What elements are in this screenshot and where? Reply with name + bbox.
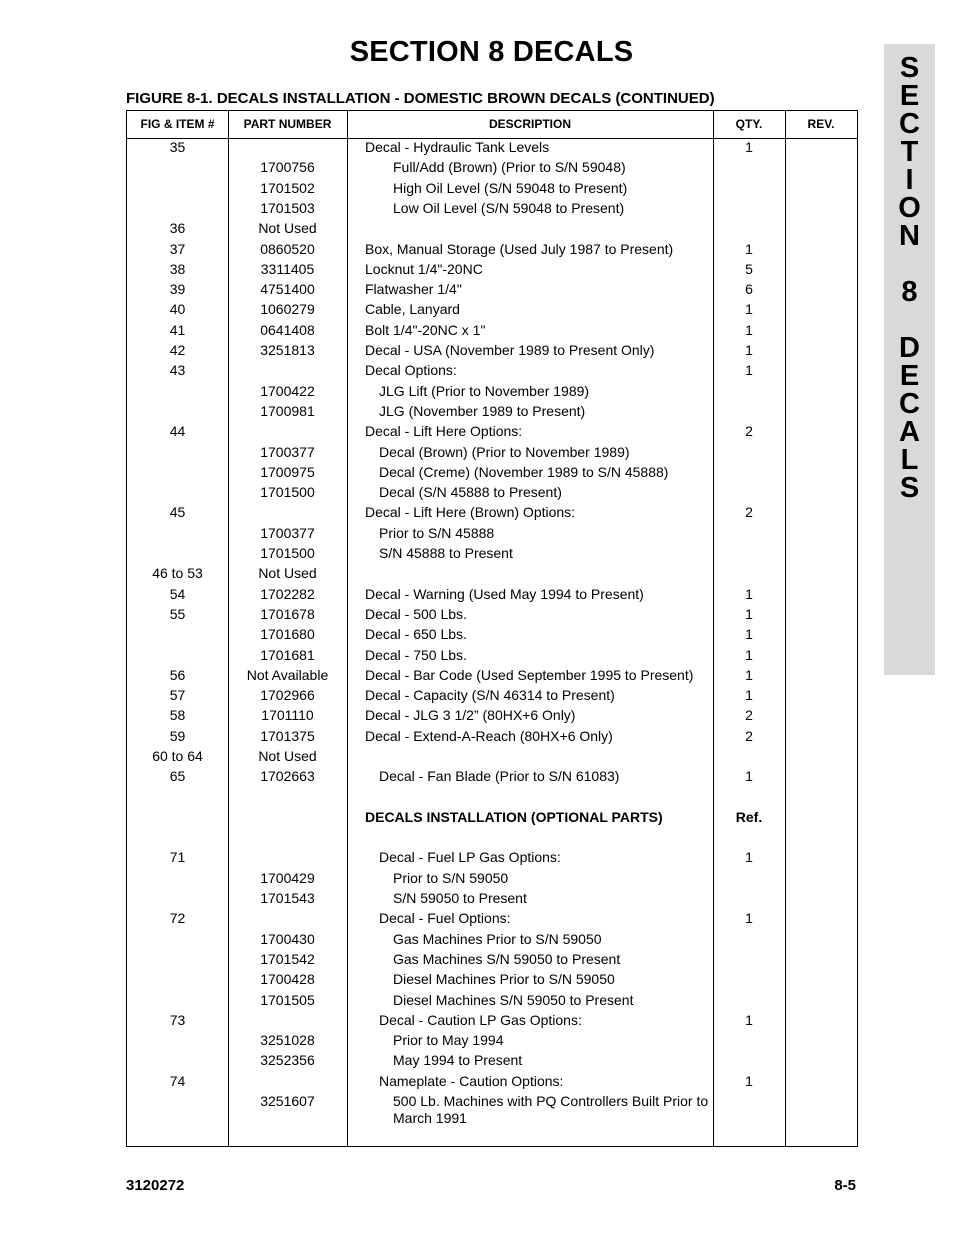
qty-cell: 1: [745, 241, 753, 257]
description-cell: Bolt 1/4"-20NC x 1": [365, 322, 486, 338]
table-row: [127, 809, 857, 827]
qty-cell: 1: [745, 910, 753, 926]
part-number-cell: Not Used: [258, 565, 317, 581]
tab-letter: N: [899, 220, 920, 252]
table-row: [127, 910, 857, 928]
doc-number: 3120272: [126, 1177, 185, 1194]
header-qty: QTY.: [735, 117, 763, 131]
fig-item-cell: 73: [169, 1012, 186, 1028]
table-row: [127, 1032, 857, 1050]
description-cell: Decal - Lift Here (Brown) Options:: [365, 504, 576, 520]
fig-item-cell: 54: [169, 586, 186, 602]
description-cell: S/N 45888 to Present: [379, 545, 513, 561]
fig-item-cell: 45: [169, 504, 186, 520]
table-row: [127, 241, 857, 259]
table-row: [127, 403, 857, 421]
qty-cell: 2: [745, 728, 753, 744]
description-cell: Prior to S/N 59050: [393, 870, 509, 886]
part-number-cell: 1701543: [260, 890, 315, 906]
tab-letter: D: [899, 332, 920, 364]
qty-cell: 1: [745, 139, 753, 155]
table-row: [127, 139, 857, 157]
part-number-cell: 1702663: [260, 768, 315, 784]
qty-cell: 2: [745, 423, 753, 439]
table-row: [127, 849, 857, 867]
tab-letter: E: [899, 360, 920, 392]
description-cell: Box, Manual Storage (Used July 1987 to Present): [365, 241, 674, 257]
table-row: [127, 545, 857, 563]
part-number-cell: 1701542: [260, 951, 315, 967]
table-row: [127, 342, 857, 360]
qty-cell: 1: [745, 626, 753, 642]
part-number-cell: 1060279: [260, 301, 315, 317]
description-cell: Decal - USA (November 1989 to Present Only): [365, 342, 655, 358]
tab-letter: T: [900, 136, 919, 168]
table-row: [127, 1093, 857, 1126]
table-row: [127, 180, 857, 198]
part-number-cell: 3252356: [260, 1052, 315, 1068]
table-row: [127, 870, 857, 888]
part-number-cell: 1700430: [260, 931, 315, 947]
description-cell: JLG (November 1989 to Present): [379, 403, 586, 419]
table-row: [127, 464, 857, 482]
description-cell: Decal - Capacity (S/N 46314 to Present): [365, 687, 615, 703]
part-number-cell: Not Used: [258, 748, 317, 764]
qty-cell: 1: [745, 667, 753, 683]
part-number-cell: 1700756: [260, 159, 315, 175]
fig-item-cell: 60 to 64: [152, 748, 203, 764]
table-row: [127, 647, 857, 665]
part-number-cell: 1702966: [260, 687, 315, 703]
qty-cell: 1: [745, 322, 753, 338]
description-cell: 500 Lb. Machines with PQ Controllers Built Prior to March 1991: [393, 1093, 709, 1126]
table-row: [127, 728, 857, 746]
qty-cell: 1: [745, 1073, 753, 1089]
part-number-cell: 0860520: [260, 241, 315, 257]
description-cell: May 1994 to Present: [393, 1052, 523, 1068]
description-cell: Decal Options:: [365, 362, 457, 378]
part-number-cell: Not Used: [258, 220, 317, 236]
part-number-cell: 1700981: [260, 403, 315, 419]
fig-item-cell: 36: [169, 220, 186, 236]
table-row: [127, 626, 857, 644]
part-number-cell: 3251813: [260, 342, 315, 358]
tab-letter: L: [900, 444, 919, 476]
qty-cell: 1: [745, 687, 753, 703]
description-cell: Decal (Creme) (November 1989 to S/N 45888): [379, 464, 669, 480]
qty-cell: Ref.: [735, 809, 763, 825]
table-row: [127, 1012, 857, 1030]
part-number-cell: 1700428: [260, 971, 315, 987]
description-cell: Decal - Lift Here Options:: [365, 423, 523, 439]
header-part-number: PART NUMBER: [243, 117, 332, 131]
description-cell: Low Oil Level (S/N 59048 to Present): [393, 200, 625, 216]
table-row: [127, 1073, 857, 1091]
qty-cell: 1: [745, 342, 753, 358]
parts-table: [126, 110, 858, 1147]
table-row: [127, 951, 857, 969]
table-row: [127, 362, 857, 380]
description-cell: Gas Machines Prior to S/N 59050: [393, 931, 602, 947]
part-number-cell: 1701680: [260, 626, 315, 642]
description-cell: Decal - 750 Lbs.: [365, 647, 467, 663]
description-cell: S/N 59050 to Present: [393, 890, 527, 906]
page-title: SECTION 8 DECALS: [349, 36, 634, 68]
qty-cell: 2: [745, 707, 753, 723]
table-row: [127, 606, 857, 624]
part-number-cell: 1701110: [261, 707, 314, 723]
tab-letter: C: [899, 108, 920, 140]
fig-item-cell: 39: [169, 281, 186, 297]
table-row: [127, 261, 857, 279]
part-number-cell: 1700377: [260, 444, 315, 460]
part-number-cell: 1702282: [260, 586, 315, 602]
part-number-cell: 1701500: [260, 545, 315, 561]
part-number-cell: 0641408: [260, 322, 315, 338]
fig-item-cell: 56: [169, 667, 186, 683]
part-number-cell: 1701678: [260, 606, 315, 622]
part-number-cell: 3311405: [260, 261, 315, 277]
table-row: [127, 992, 857, 1010]
table-row: [127, 565, 857, 583]
table-row: [127, 220, 857, 238]
fig-item-cell: 65: [169, 768, 186, 784]
section-side-tab: [884, 44, 935, 675]
tab-letter: O: [898, 192, 921, 224]
description-cell: Decal (S/N 45888 to Present): [379, 484, 562, 500]
table-row: [127, 504, 857, 522]
tab-letter: 8: [901, 276, 918, 308]
part-number-cell: 1700377: [260, 525, 315, 541]
part-number-cell: 1701505: [260, 992, 315, 1008]
description-cell: Decal - Fan Blade (Prior to S/N 61083): [379, 768, 620, 784]
tab-letter: A: [899, 416, 920, 448]
fig-item-cell: 57: [169, 687, 186, 703]
description-cell: Prior to S/N 45888: [379, 525, 495, 541]
description-cell: Diesel Machines Prior to S/N 59050: [393, 971, 615, 987]
description-cell: Decal - Fuel Options:: [379, 910, 511, 926]
description-cell: Decal - Hydraulic Tank Levels: [365, 139, 550, 155]
table-row: [127, 281, 857, 299]
description-cell: Decal - Bar Code (Used September 1995 to Present): [365, 667, 694, 683]
table-row: [127, 200, 857, 218]
fig-item-cell: 42: [169, 342, 186, 358]
fig-item-cell: 59: [169, 728, 186, 744]
qty-cell: 6: [745, 281, 753, 297]
qty-cell: 2: [745, 504, 753, 520]
table-row: [127, 768, 857, 786]
table-row: [127, 159, 857, 177]
description-cell: Diesel Machines S/N 59050 to Present: [393, 992, 634, 1008]
description-cell: Full/Add (Brown) (Prior to S/N 59048): [393, 159, 626, 175]
part-number-cell: Not Available: [246, 667, 329, 683]
fig-item-cell: 40: [169, 301, 186, 317]
description-cell: High Oil Level (S/N 59048 to Present): [393, 180, 628, 196]
description-cell: Decal - JLG 3 1/2” (80HX+6 Only): [365, 707, 576, 723]
tab-letter: I: [905, 164, 914, 196]
description-cell: Decal - Warning (Used May 1994 to Present): [365, 586, 644, 602]
qty-cell: 1: [745, 849, 753, 865]
table-row: [127, 586, 857, 604]
description-cell: Cable, Lanyard: [365, 301, 460, 317]
table-row: [127, 971, 857, 989]
fig-item-cell: 44: [169, 423, 186, 439]
table-row: [127, 525, 857, 543]
description-cell: Nameplate - Caution Options:: [379, 1073, 564, 1089]
part-number-cell: 1701375: [260, 728, 315, 744]
table-row: [127, 484, 857, 502]
table-row: [127, 444, 857, 462]
part-number-cell: 4751400: [260, 281, 315, 297]
table-row: [127, 707, 857, 725]
tab-letter: S: [899, 472, 920, 504]
tab-letter: C: [899, 388, 920, 420]
fig-item-cell: 37: [169, 241, 186, 257]
fig-item-cell: 35: [169, 139, 186, 155]
qty-cell: 1: [745, 362, 753, 378]
description-cell: Decal - Fuel LP Gas Options:: [379, 849, 561, 865]
part-number-cell: 1701503: [260, 200, 315, 216]
description-cell: JLG Lift (Prior to November 1989): [379, 383, 590, 399]
part-number-cell: 1701500: [260, 484, 315, 500]
description-cell: DECALS INSTALLATION (OPTIONAL PARTS): [365, 809, 663, 825]
fig-item-cell: 41: [169, 322, 186, 338]
part-number-cell: 3251607: [260, 1093, 315, 1109]
description-cell: Decal - Extend-A-Reach (80HX+6 Only): [365, 728, 613, 744]
description-cell: Decal - Caution LP Gas Options:: [379, 1012, 582, 1028]
fig-item-cell: 72: [169, 910, 186, 926]
fig-item-cell: 74: [169, 1073, 186, 1089]
figure-title: FIGURE 8-1. DECALS INSTALLATION - DOMESTIC BROWN DECALS (CONTINUED): [126, 90, 715, 107]
header-fig-item: FIG & ITEM #: [140, 117, 215, 131]
table-row: [127, 1052, 857, 1070]
table-row: [127, 687, 857, 705]
qty-cell: 5: [745, 261, 753, 277]
table-row: [127, 301, 857, 319]
part-number-cell: 1700429: [260, 870, 315, 886]
table-row: [127, 890, 857, 908]
fig-item-cell: 71: [169, 849, 186, 865]
fig-item-cell: 38: [169, 261, 186, 277]
table-row: [127, 931, 857, 949]
tab-letter: S: [899, 52, 920, 84]
part-number-cell: 1701681: [260, 647, 315, 663]
description-cell: Decal - 650 Lbs.: [365, 626, 467, 642]
description-cell: Prior to May 1994: [393, 1032, 504, 1048]
fig-item-cell: 46 to 53: [152, 565, 203, 581]
qty-cell: 1: [745, 606, 753, 622]
description-cell: Flatwasher 1/4": [365, 281, 462, 297]
fig-item-cell: 55: [169, 606, 186, 622]
table-row: [127, 383, 857, 401]
part-number-cell: 1700975: [260, 464, 315, 480]
qty-cell: 1: [745, 768, 753, 784]
qty-cell: 1: [745, 301, 753, 317]
table-row: [127, 667, 857, 685]
part-number-cell: 1701502: [260, 180, 315, 196]
table-row: [127, 322, 857, 340]
part-number-cell: 1700422: [260, 383, 315, 399]
header-rev: REV.: [807, 117, 835, 131]
page-number: 8-5: [834, 1177, 856, 1194]
qty-cell: 1: [745, 1012, 753, 1028]
fig-item-cell: 43: [169, 362, 186, 378]
description-cell: Decal - 500 Lbs.: [365, 606, 467, 622]
tab-letter: E: [899, 80, 920, 112]
qty-cell: 1: [745, 647, 753, 663]
table-row: [127, 748, 857, 766]
fig-item-cell: 58: [169, 707, 186, 723]
qty-cell: 1: [745, 586, 753, 602]
description-cell: Locknut 1/4"-20NC: [365, 261, 483, 277]
table-row: [127, 423, 857, 441]
description-cell: Decal (Brown) (Prior to November 1989): [379, 444, 630, 460]
header-description: DESCRIPTION: [488, 117, 571, 131]
description-cell: Gas Machines S/N 59050 to Present: [393, 951, 621, 967]
part-number-cell: 3251028: [260, 1032, 315, 1048]
